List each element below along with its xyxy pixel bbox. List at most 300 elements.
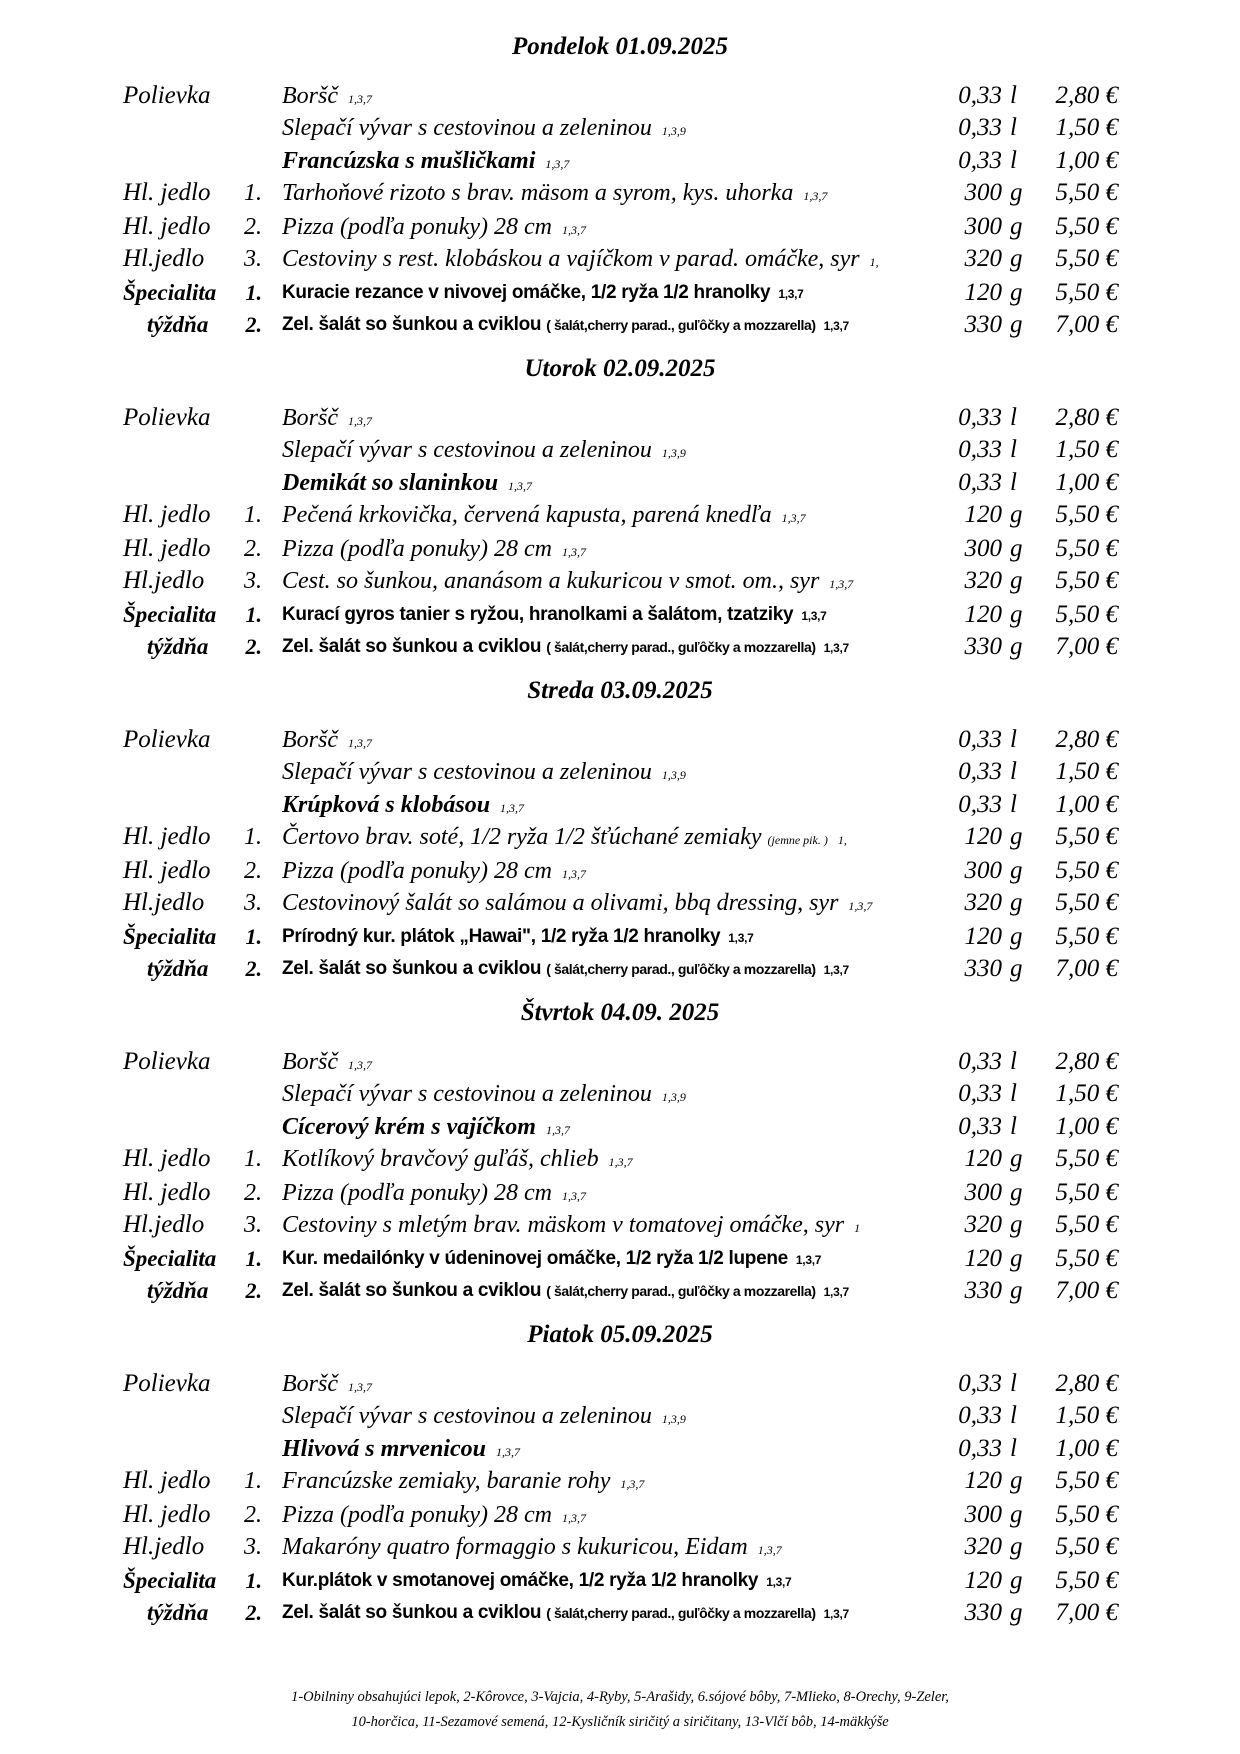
menu-row <box>0 499 1240 531</box>
portion-unit: l <box>1010 114 1017 141</box>
category-label: Špecialita <box>123 924 217 949</box>
allergen-legend-line-1: 1-Obilniny obsahujúci lepok, 2-Kôrovce, 3-Vajcia, 4-Ryby, 5-Arašidy, 6.sójové bôby, 7-Mlieko, 8-Orechy, 9-Zeler, <box>291 1689 949 1705</box>
category-label: Polievka <box>123 82 211 109</box>
category-label: Hl. jedlo <box>123 535 211 562</box>
allergen-codes: 1, <box>837 833 847 847</box>
dish-text: Boršč <box>282 83 338 109</box>
portion-amount: 300 <box>964 1179 1002 1206</box>
category-label: Hl.jedlo <box>123 1533 205 1560</box>
price: 5,50 € <box>1055 1245 1118 1272</box>
menu-row <box>0 1143 1240 1175</box>
portion-amount: 330 <box>964 633 1002 660</box>
portion-unit: g <box>1010 633 1023 660</box>
portion-amount: 0,33 <box>958 404 1002 431</box>
item-number: 1. <box>245 1568 262 1593</box>
dish-text: Zel. šalát so šunkou a cviklou <box>282 314 542 335</box>
portion-amount: 300 <box>964 857 1002 884</box>
price: 1,00 € <box>1055 147 1118 174</box>
allergen-codes: 1 <box>854 1221 861 1235</box>
allergen-codes: 1,3,7 <box>608 1155 633 1169</box>
allergen-codes: 1,3,7 <box>829 577 854 591</box>
dish-text: Zel. šalát so šunkou a cviklou <box>282 958 542 979</box>
category-label: týždňa <box>147 312 209 337</box>
portion-amount: 120 <box>964 1145 1002 1172</box>
portion-unit: l <box>1010 1402 1017 1429</box>
dish-text: Pizza (podľa ponuky) 28 cm <box>282 1502 553 1528</box>
allergen-codes: 1,3,7 <box>803 189 828 203</box>
allergen-codes: 1,3,7 <box>823 963 849 977</box>
price: 2,80 € <box>1055 1048 1118 1075</box>
portion-amount: 120 <box>964 1467 1002 1494</box>
portion-unit: l <box>1010 82 1017 109</box>
item-number: 1. <box>245 924 262 949</box>
price: 2,80 € <box>1055 404 1118 431</box>
price: 5,50 € <box>1055 279 1118 306</box>
price: 5,50 € <box>1055 213 1118 240</box>
dish-name <box>282 533 930 568</box>
price: 7,00 € <box>1055 1277 1118 1304</box>
dish-name <box>282 921 930 954</box>
portion-unit: l <box>1010 404 1017 431</box>
dish-text: Kur.plátok v smotanovej omáčke, 1/2 ryža 1/2 hranolky <box>282 1570 759 1591</box>
price: 1,00 € <box>1055 1113 1118 1140</box>
dish-name <box>282 1368 930 1403</box>
portion-amount: 120 <box>964 1567 1002 1594</box>
portion-amount: 0,33 <box>958 726 1002 753</box>
dish-name <box>282 1143 930 1178</box>
price: 5,50 € <box>1055 857 1118 884</box>
category-label: týždňa <box>147 956 209 981</box>
portion-unit: g <box>1010 1567 1023 1594</box>
item-number: 2. <box>244 1180 262 1206</box>
portion-unit: g <box>1010 889 1023 916</box>
day-title: Pondelok 01.09.2025 <box>512 33 728 60</box>
menu-row <box>0 1177 1240 1209</box>
portion-unit: l <box>1010 1048 1017 1075</box>
menu-row <box>0 467 1240 499</box>
menu-row <box>0 1597 1240 1629</box>
dish-text: Slepačí vývar s cestovinou a zeleninou <box>282 115 652 141</box>
dish-text: Tarhoňové rizoto s brav. mäsom a syrom, kys. uhorka <box>282 180 794 206</box>
item-number: 2. <box>245 1278 262 1303</box>
allergen-codes: 1,3,7 <box>348 414 372 428</box>
item-number: 3. <box>244 1534 262 1560</box>
price: 5,50 € <box>1055 923 1118 950</box>
allergen-codes: 1,3,7 <box>545 1123 570 1137</box>
category-label: Hl. jedlo <box>123 1179 211 1206</box>
price: 1,50 € <box>1055 1402 1118 1429</box>
dish-text: Zel. šalát so šunkou a cviklou <box>282 1602 542 1623</box>
allergen-codes: 1,3,7 <box>562 867 587 881</box>
menu-row <box>0 1111 1240 1143</box>
portion-unit: g <box>1010 245 1023 272</box>
portion-amount: 300 <box>964 213 1002 240</box>
allergen-codes: 1,3,7 <box>348 92 372 106</box>
menu-row <box>0 1046 1240 1078</box>
menu-row <box>0 1078 1240 1110</box>
dish-name <box>282 631 930 664</box>
price: 7,00 € <box>1055 311 1118 338</box>
day-title: Utorok 02.09.2025 <box>524 355 716 382</box>
allergen-codes: 1,3,7 <box>778 287 804 301</box>
dish-description: ( šalát,cherry parad., guľôčky a mozzarella) <box>546 961 816 977</box>
category-label: Špecialita <box>123 1568 217 1593</box>
dish-name <box>282 499 930 534</box>
allergen-codes: 1,3,7 <box>562 223 587 237</box>
portion-amount: 120 <box>964 501 1002 528</box>
allergen-codes: 1,3,7 <box>766 1575 792 1589</box>
price: 2,80 € <box>1055 1370 1118 1397</box>
dish-text: Slepačí vývar s cestovinou a zeleninou <box>282 759 652 785</box>
category-label: Polievka <box>123 1370 211 1397</box>
item-number: 2. <box>245 1600 262 1625</box>
dish-name <box>282 1046 930 1081</box>
portion-unit: g <box>1010 501 1023 528</box>
item-number: 1. <box>245 602 262 627</box>
menu-row <box>0 402 1240 434</box>
dish-name <box>282 1177 930 1212</box>
item-number: 2. <box>245 956 262 981</box>
dish-name <box>282 277 930 310</box>
allergen-codes: 1,3,7 <box>562 1511 587 1525</box>
portion-amount: 0,33 <box>958 1435 1002 1462</box>
dish-text: Kotlíkový bravčový guľáš, chlieb <box>282 1146 599 1172</box>
allergen-codes: 1,3,7 <box>562 545 587 559</box>
portion-amount: 120 <box>964 601 1002 628</box>
dish-name <box>282 953 930 986</box>
allergen-codes: 1,3,7 <box>348 1380 372 1394</box>
allergen-codes: 1,3,7 <box>823 1607 849 1621</box>
day-title: Štvrtok 04.09. 2025 <box>520 999 720 1026</box>
price: 5,50 € <box>1055 179 1118 206</box>
item-number: 2. <box>245 312 262 337</box>
dish-name <box>282 402 930 437</box>
portion-amount: 0,33 <box>958 469 1002 496</box>
category-label: Hl. jedlo <box>123 857 211 884</box>
menu-row <box>0 599 1240 631</box>
item-number: 2. <box>244 214 262 240</box>
menu-row <box>0 243 1240 275</box>
menu-row <box>0 1565 1240 1597</box>
dish-name <box>282 211 930 246</box>
dish-text: Cestoviny s mletým brav. mäskom v tomatovej omáčke, syr <box>282 1212 845 1238</box>
allergen-codes: 1,3,7 <box>620 1477 645 1491</box>
portion-unit: g <box>1010 279 1023 306</box>
dish-name <box>282 1499 930 1534</box>
allergen-codes: 1,3,7 <box>801 609 827 623</box>
dish-text: Francúzske zemiaky, baranie rohy <box>282 1468 611 1494</box>
portion-amount: 120 <box>964 1245 1002 1272</box>
dish-description: ( šalát,cherry parad., guľôčky a mozzarella) <box>546 317 816 333</box>
dish-name <box>282 80 930 115</box>
portion-unit: g <box>1010 1533 1023 1560</box>
dish-name <box>282 1400 930 1435</box>
portion-unit: g <box>1010 535 1023 562</box>
menu-row <box>0 887 1240 919</box>
menu-row <box>0 855 1240 887</box>
portion-unit: g <box>1010 1211 1023 1238</box>
item-number: 2. <box>244 1502 262 1528</box>
allergen-codes: 1,3,7 <box>823 641 849 655</box>
price: 5,50 € <box>1055 535 1118 562</box>
dish-name <box>282 1531 930 1566</box>
item-number: 3. <box>244 890 262 916</box>
dish-text: Cestoviny s rest. klobáskou a vajíčkom v parad. omáčke, syr <box>282 246 860 272</box>
dish-description: ( šalát,cherry parad., guľôčky a mozzarella) <box>546 639 816 655</box>
dish-name <box>282 887 930 922</box>
item-number: 1. <box>245 1246 262 1271</box>
item-number: 2. <box>244 858 262 884</box>
price: 2,80 € <box>1055 82 1118 109</box>
allergen-codes: 1,3,7 <box>728 931 754 945</box>
portion-unit: g <box>1010 567 1023 594</box>
price: 5,50 € <box>1055 889 1118 916</box>
dish-text: Makaróny quatro formaggio s kukuricou, Eidam <box>282 1534 748 1560</box>
category-label: týždňa <box>147 1600 209 1625</box>
category-label: Hl.jedlo <box>123 1211 205 1238</box>
menu-row <box>0 921 1240 953</box>
portion-amount: 330 <box>964 1599 1002 1626</box>
price: 5,50 € <box>1055 1501 1118 1528</box>
portion-amount: 320 <box>964 889 1002 916</box>
price: 7,00 € <box>1055 955 1118 982</box>
category-label: Hl. jedlo <box>123 501 211 528</box>
portion-amount: 120 <box>964 823 1002 850</box>
dish-text: Zel. šalát so šunkou a cviklou <box>282 1280 542 1301</box>
allergen-codes: 1,3,7 <box>823 319 849 333</box>
portion-amount: 320 <box>964 567 1002 594</box>
price: 5,50 € <box>1055 1145 1118 1172</box>
menu-row <box>0 1275 1240 1307</box>
portion-amount: 0,33 <box>958 1113 1002 1140</box>
menu-row <box>0 1243 1240 1275</box>
dish-text: Cest. so šunkou, ananásom a kukuricou v smot. om., syr <box>282 568 820 594</box>
portion-amount: 330 <box>964 955 1002 982</box>
allergen-codes: 1,3,9 <box>661 768 686 782</box>
price: 1,50 € <box>1055 1080 1118 1107</box>
item-number: 2. <box>245 634 262 659</box>
dish-text: Boršč <box>282 405 338 431</box>
allergen-codes: 1,3,7 <box>508 479 533 493</box>
allergen-codes: 1,3,7 <box>500 801 525 815</box>
menu-row <box>0 1209 1240 1241</box>
dish-name <box>282 1597 930 1630</box>
dish-text: Kurací gyros tanier s ryžou, hranolkami a šalátom, tzatziky <box>282 604 794 625</box>
portion-amount: 120 <box>964 923 1002 950</box>
dish-text: Kur. medailónky v údeninovej omáčke, 1/2 ryža 1/2 lupene <box>282 1248 788 1269</box>
dish-text: Krúpková s klobásou <box>282 792 491 818</box>
category-label: Hl. jedlo <box>123 823 211 850</box>
dish-text: Pečená krkovička, červená kapusta, parená knedľa <box>282 502 772 528</box>
day-title: Piatok 05.09.2025 <box>527 1321 713 1348</box>
category-label: Hl. jedlo <box>123 1467 211 1494</box>
portion-unit: l <box>1010 147 1017 174</box>
allergen-codes: 1,3,9 <box>661 1412 686 1426</box>
portion-amount: 330 <box>964 311 1002 338</box>
portion-unit: g <box>1010 1599 1023 1626</box>
price: 5,50 € <box>1055 1567 1118 1594</box>
price: 1,50 € <box>1055 436 1118 463</box>
price: 5,50 € <box>1055 601 1118 628</box>
item-number: 3. <box>244 568 262 594</box>
dish-name <box>282 724 930 759</box>
dish-name <box>282 243 930 278</box>
menu-row <box>0 631 1240 663</box>
portion-unit: g <box>1010 1467 1023 1494</box>
portion-amount: 320 <box>964 1533 1002 1560</box>
allergen-codes: 1,3,7 <box>781 511 806 525</box>
portion-amount: 330 <box>964 1277 1002 1304</box>
portion-unit: g <box>1010 179 1023 206</box>
dish-text: Zel. šalát so šunkou a cviklou <box>282 636 542 657</box>
category-label: Hl. jedlo <box>123 1501 211 1528</box>
price: 5,50 € <box>1055 1179 1118 1206</box>
portion-unit: g <box>1010 311 1023 338</box>
dish-text: Kuracie rezance v nivovej omáčke, 1/2 ryža 1/2 hranolky <box>282 282 771 303</box>
price: 5,50 € <box>1055 1467 1118 1494</box>
portion-unit: g <box>1010 1277 1023 1304</box>
category-label: Polievka <box>123 726 211 753</box>
portion-unit: l <box>1010 469 1017 496</box>
dish-text: Pizza (podľa ponuky) 28 cm <box>282 536 553 562</box>
dish-note: (jemne pik. ) <box>767 833 828 847</box>
allergen-legend-line-2: 10-horčica, 11-Sezamové semená, 12-Kysličník siričitý a siričitany, 13-Vlčí bôb, 14-mäkkýše <box>351 1714 889 1730</box>
portion-unit: g <box>1010 213 1023 240</box>
dish-text: Pizza (podľa ponuky) 28 cm <box>282 214 553 240</box>
dish-name <box>282 434 930 469</box>
category-label: týždňa <box>147 1278 209 1303</box>
price: 7,00 € <box>1055 633 1118 660</box>
dish-text: Slepačí vývar s cestovinou a zeleninou <box>282 437 652 463</box>
dish-name <box>282 177 930 212</box>
dish-text: Boršč <box>282 1371 338 1397</box>
allergen-codes: 1,3,7 <box>348 736 372 750</box>
dish-name <box>282 789 930 824</box>
allergen-codes: 1,3,7 <box>795 1253 822 1267</box>
dish-text: Pizza (podľa ponuky) 28 cm <box>282 1180 553 1206</box>
portion-amount: 0,33 <box>958 758 1002 785</box>
dish-name <box>282 599 930 632</box>
category-label: Špecialita <box>123 280 217 305</box>
menu-row <box>0 80 1240 112</box>
allergen-codes: 1,3,9 <box>661 1090 686 1104</box>
dish-name <box>282 1078 930 1113</box>
price: 5,50 € <box>1055 567 1118 594</box>
portion-amount: 0,33 <box>958 1402 1002 1429</box>
allergen-codes: 1,3,7 <box>495 1445 520 1459</box>
portion-amount: 300 <box>964 1501 1002 1528</box>
dish-name <box>282 1565 930 1598</box>
menu-row <box>0 1433 1240 1465</box>
menu-row <box>0 953 1240 985</box>
allergen-codes: 1,3,7 <box>348 1058 372 1072</box>
menu-row <box>0 565 1240 597</box>
category-label: Polievka <box>123 404 211 431</box>
dish-text: Hlivová s mrvenicou <box>282 1436 486 1462</box>
dish-text: Boršč <box>282 727 338 753</box>
menu-row <box>0 177 1240 209</box>
portion-unit: g <box>1010 1145 1023 1172</box>
portion-unit: l <box>1010 1435 1017 1462</box>
portion-amount: 120 <box>964 279 1002 306</box>
allergen-codes: 1,3,7 <box>545 157 570 171</box>
item-number: 3. <box>244 1212 262 1238</box>
dish-name <box>282 855 930 890</box>
portion-unit: g <box>1010 923 1023 950</box>
dish-text: Demikát so slaninkou <box>282 470 499 496</box>
allergen-codes: 1,3,7 <box>823 1285 849 1299</box>
allergen-codes: 1,3,7 <box>848 899 873 913</box>
dish-text: Francúzska s mušličkami <box>282 148 536 174</box>
allergen-codes: 1,3,9 <box>661 446 686 460</box>
portion-unit: g <box>1010 1501 1023 1528</box>
category-label: Špecialita <box>123 602 217 627</box>
menu-row <box>0 756 1240 788</box>
category-label: Hl. jedlo <box>123 1145 211 1172</box>
portion-unit: g <box>1010 823 1023 850</box>
category-label: Hl. jedlo <box>123 179 211 206</box>
dish-description: ( šalát,cherry parad., guľôčky a mozzarella) <box>546 1605 816 1621</box>
dish-text: Čertovo brav. soté, 1/2 ryža 1/2 šťúchané zemiaky <box>282 824 762 850</box>
portion-unit: g <box>1010 857 1023 884</box>
item-number: 1. <box>244 824 262 850</box>
portion-amount: 320 <box>964 245 1002 272</box>
price: 5,50 € <box>1055 245 1118 272</box>
menu-row <box>0 789 1240 821</box>
portion-unit: l <box>1010 791 1017 818</box>
dish-text: Prírodný kur. plátok „Hawai", 1/2 ryža 1/2 hranolky <box>282 926 721 947</box>
portion-amount: 300 <box>964 535 1002 562</box>
menu-row <box>0 1465 1240 1497</box>
category-label: Hl.jedlo <box>123 889 205 916</box>
allergen-codes: 1,3,7 <box>562 1189 587 1203</box>
dish-description: ( šalát,cherry parad., guľôčky a mozzarella) <box>546 1283 816 1299</box>
dish-name <box>282 1243 930 1276</box>
price: 1,00 € <box>1055 1435 1118 1462</box>
portion-amount: 0,33 <box>958 1048 1002 1075</box>
allergen-codes: 1, <box>869 255 879 269</box>
portion-amount: 0,33 <box>958 436 1002 463</box>
dish-name <box>282 1111 930 1146</box>
portion-unit: l <box>1010 1370 1017 1397</box>
dish-text: Pizza (podľa ponuky) 28 cm <box>282 858 553 884</box>
allergen-codes: 1,3,7 <box>757 1543 782 1557</box>
portion-amount: 300 <box>964 179 1002 206</box>
portion-amount: 320 <box>964 1211 1002 1238</box>
dish-name <box>282 821 930 856</box>
price: 1,50 € <box>1055 114 1118 141</box>
category-label: Polievka <box>123 1048 211 1075</box>
item-number: 1. <box>245 280 262 305</box>
portion-amount: 0,33 <box>958 82 1002 109</box>
dish-text: Boršč <box>282 1049 338 1075</box>
price: 7,00 € <box>1055 1599 1118 1626</box>
category-label: Špecialita <box>123 1246 217 1271</box>
price: 5,50 € <box>1055 1211 1118 1238</box>
portion-unit: g <box>1010 1179 1023 1206</box>
menu-row <box>0 277 1240 309</box>
allergen-codes: 1,3,9 <box>661 124 686 138</box>
dish-text: Cestovinový šalát so salámou a olivami, bbq dressing, syr <box>282 890 839 916</box>
dish-name <box>282 309 930 342</box>
portion-amount: 0,33 <box>958 1370 1002 1397</box>
price: 2,80 € <box>1055 726 1118 753</box>
portion-unit: l <box>1010 436 1017 463</box>
category-label: Hl.jedlo <box>123 567 205 594</box>
category-label: Hl. jedlo <box>123 213 211 240</box>
menu-row <box>0 533 1240 565</box>
category-label: Hl.jedlo <box>123 245 205 272</box>
